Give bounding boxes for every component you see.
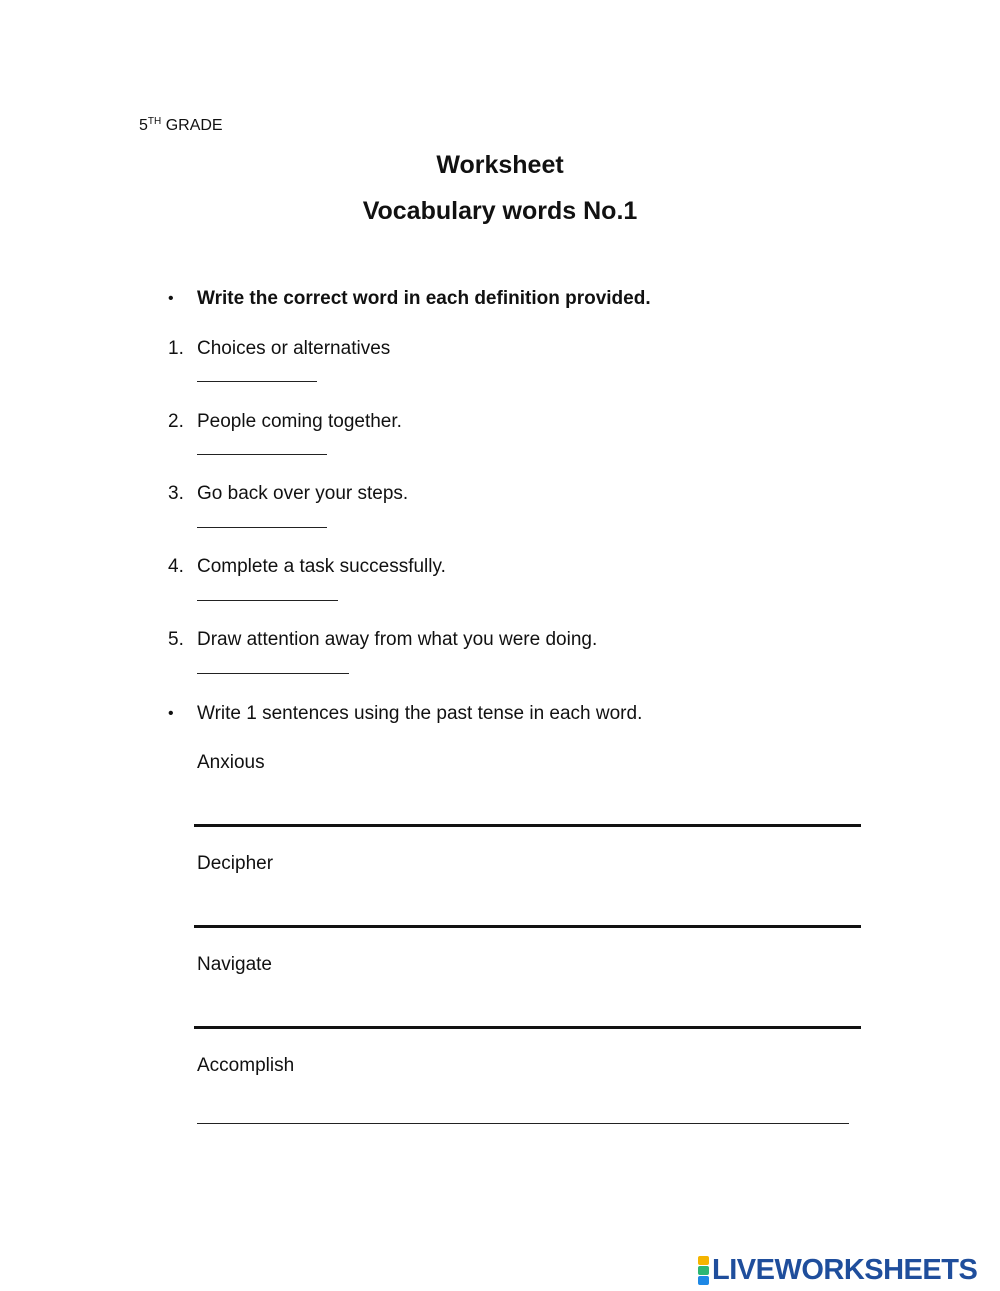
sentence-line[interactable] bbox=[194, 824, 861, 827]
answer-blank[interactable] bbox=[197, 527, 327, 528]
sentence-line[interactable] bbox=[194, 1026, 861, 1029]
question-text: Complete a task successfully. bbox=[197, 556, 446, 577]
vocabulary-word: Navigate bbox=[197, 954, 272, 975]
logo-mark-icon bbox=[698, 1256, 709, 1285]
vocabulary-word: Decipher bbox=[197, 853, 274, 874]
grade-label bbox=[139, 116, 223, 135]
section2-instruction: Write 1 sentences using the past tense in each word. bbox=[197, 703, 643, 724]
section1-instruction: Write the correct word in each definition provided. bbox=[197, 288, 651, 309]
sentence-line[interactable] bbox=[194, 925, 861, 928]
bullet-icon: • bbox=[168, 705, 174, 722]
question-text: Choices or alternatives bbox=[197, 338, 391, 359]
question-text: Draw attention away from what you were doing. bbox=[197, 629, 598, 650]
grade-number: 5 bbox=[139, 117, 148, 134]
question-number: 1. bbox=[168, 338, 184, 359]
answer-blank[interactable] bbox=[197, 673, 349, 674]
grade-superscript: TH bbox=[147, 116, 162, 127]
page-subtitle: Vocabulary words No.1 bbox=[362, 197, 638, 225]
logo-text: LIVEWORKSHEETS bbox=[712, 1253, 978, 1286]
question-number: 3. bbox=[168, 483, 184, 504]
logo-block bbox=[698, 1266, 709, 1275]
question-number: 4. bbox=[168, 556, 184, 577]
logo-block bbox=[698, 1276, 709, 1285]
answer-blank[interactable] bbox=[197, 454, 327, 455]
question-text: People coming together. bbox=[197, 411, 402, 432]
liveworksheets-logo bbox=[698, 1255, 977, 1285]
vocabulary-word: Anxious bbox=[197, 752, 265, 773]
question-number: 5. bbox=[168, 629, 184, 650]
sentence-line[interactable] bbox=[197, 1123, 849, 1124]
logo-block bbox=[698, 1256, 709, 1265]
bullet-icon: • bbox=[168, 290, 174, 307]
answer-blank[interactable] bbox=[197, 381, 317, 382]
question-number: 2. bbox=[168, 411, 184, 432]
answer-blank[interactable] bbox=[197, 600, 338, 601]
question-text: Go back over your steps. bbox=[197, 483, 409, 504]
vocabulary-word: Accomplish bbox=[197, 1055, 295, 1076]
grade-word: GRADE bbox=[165, 117, 223, 134]
page-title: Worksheet bbox=[436, 151, 564, 179]
